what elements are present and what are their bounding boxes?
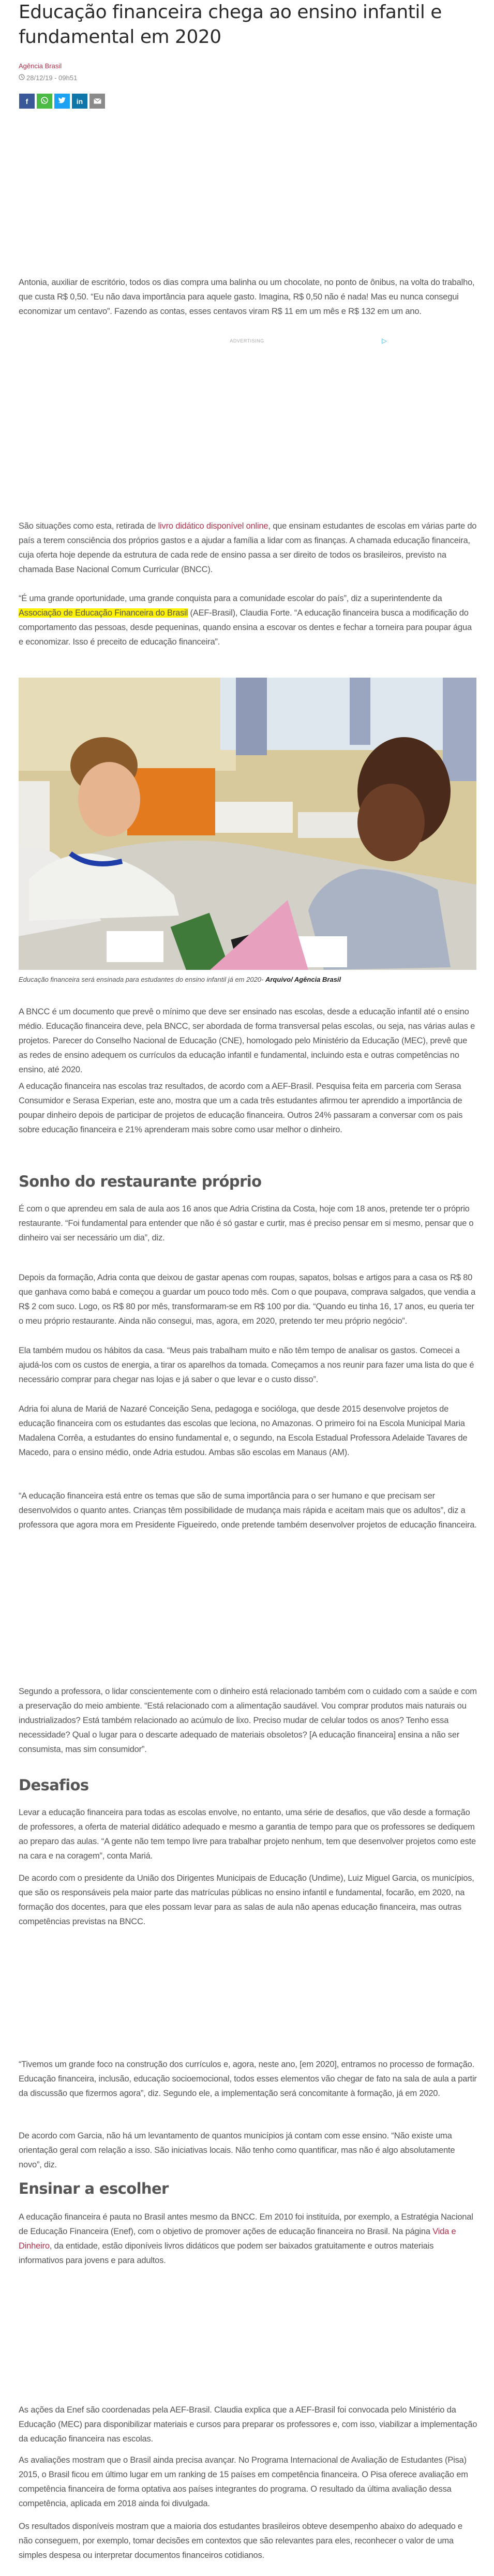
section-heading: Desafios bbox=[19, 1776, 89, 1794]
linkedin-icon: in bbox=[76, 97, 83, 106]
paragraph: Depois da formação, Adria conta que deixou de gastar apenas com roupas, sapatos, bolsas e artigos para a casa os R$ 80 que ganhava como babá e começou a guardar um pouco todo mês. Com o que poupava, comprava salgados, que vendia a R$ 2 com suco. Logo, os R$ 80 por mês, transformaram-se em R$ 100 por dia. “Quando eu tinha 16, 17 anos, eu queria ter o meu próprio restaurante. Ainda não consegui, mas, agora, em 2020, pretendo ter meu próprio negócio”. bbox=[19, 1273, 476, 1326]
paragraph bbox=[19, 2210, 478, 2268]
paragraph-text: , que ensinam estudantes de escolas em várias parte do país a terem consciência dos próprios gastos e a ajudar a família a lidar com as finanças. A chamada educação financeira, cuja oferta hoje depende da estrutura de cada rede de ensino passa a ser direito de todos os brasileiros, previsto na chamada Base Nacional Comum Curricular (BNCC). bbox=[19, 521, 477, 574]
paragraph: A educação financeira nas escolas traz resultados, de acordo com a AEF-Brasil. Pesquisa feita em parceria com Serasa Consumidor e Serasa Experian, este ano, mostra que um a cada três estudantes afirmou ter aprendido a importância de poupar dinheiro depois de participar de projetos de educação financeira. Outros 24% passaram a conversar com os pais sobre educação financeira e 21% aprenderam mais sobre como usar melhor o dinheiro. bbox=[19, 1082, 463, 1134]
paragraph-text: A educação financeira é pauta no Brasil antes mesmo da BNCC. Em 2010 foi instituída, por exemplo, a Estratégia Nacional de Educação Financeira (Enef), com o objetivo de promover ações de educação financeira no Brasil. Na página bbox=[19, 2212, 473, 2236]
paragraph-text: “É uma grande oportunidade, uma grande conquista para a comunidade escolar do país”, diz a superintendente da bbox=[19, 594, 442, 603]
paragraph: “A educação financeira está entre os temas que são de suma importância para o ser humano e que precisam ser desenvolvidos o quanto antes. Crianças têm possibilidade de mudança mais rápida e aceitam mais que os adultos”, diz a professora que agora mora em Presidente Figueiredo, onde pretende também desenvolver projetos de educação financeira. bbox=[19, 1491, 477, 1530]
photo-credit: Arquivo/ Agência Brasil bbox=[265, 976, 341, 983]
paragraph: É com o que aprendeu em sala de aula aos 16 anos que Adria Cristina da Costa, hoje com 18 anos, pretende ter o próprio restaurante. “Foi fundamental para entender que não é só gastar e curtir, mas é preciso pensar em si mesmo, pensar que o dinheiro vai ser necessário um dia”, diz. bbox=[19, 1204, 474, 1242]
advertising-label: ADVERTISING bbox=[230, 338, 264, 343]
share-twitter-button[interactable] bbox=[54, 94, 70, 109]
paragraph: As ações da Enef são coordenadas pela AEF-Brasil. Claudia explica que a AEF-Brasil foi convocada pelo Ministério da Educação (MEC) para disponibilizar materiais e cursos para preparar os professores e, com isso, viabilizar a implementação da educação financeira nas escolas. bbox=[19, 2405, 477, 2444]
twitter-icon bbox=[58, 97, 66, 106]
paragraph: Segundo a professora, o lidar conscientemente com o dinheiro está relacionado também com o cuidado com a saúde e com a preservação do meio ambiente. “Está relacionado com a alimentação saudável. Vou comprar produtos mais naturais ou industrializados? Está também relacionado ao acúmulo de lixo. Preciso mudar de celular todos os anos? Tenho essa necessidade? Qual o lugar para o descarte adequado de materiais obsoletos? [A educação financeira] ensina a não ser consumista, mas sim consumidor”. bbox=[19, 1687, 477, 1754]
textbook-link[interactable]: livro didático disponível online bbox=[158, 521, 268, 531]
paragraph: Adria foi aluna de Mariá de Nazaré Conceição Sena, pedagoga e socióloga, que desde 2015 desenvolve projetos de educação financeira com os estudantes das escolas que leciona, no Amazonas. O primeiro foi na Escola Municipal Maria Madalena Corrêa, a estudantes do ensino fundamental e, o segundo, na Escola Estadual Professora Adelaide Tavares de Macedo, para o ensino médio, onde Adria estudou. Ambas são escolas em Manaus (AM). bbox=[19, 1404, 468, 1457]
article-photo bbox=[19, 678, 476, 970]
article-datetime: 28/12/19 - 09h51 bbox=[26, 74, 78, 82]
article-source[interactable]: Agência Brasil bbox=[19, 62, 62, 70]
caption-text: Educação financeira será ensinada para estudantes do ensino infantil já em 2020- bbox=[19, 976, 265, 983]
paragraph-text: , da entidade, estão diponíveis livros didáticos que podem ser baixados gratuitamente e outros materiais informativos para jovens e para adultos. bbox=[19, 2241, 434, 2265]
paragraph: As avaliações mostram que o Brasil ainda precisa avançar. No Programa Internacional de Avaliação de Estudantes (Pisa) 2015, o Brasil ficou em último lugar em um ranking de 15 países em competência financeira. O Pisa oferece avaliação em competência financeira de forma optativa aos países integrantes do programa. O resultado da última avaliação dessa competência, aplicada em 2018 ainda foi divulgada. bbox=[19, 2455, 468, 2508]
share-linkedin-button[interactable] bbox=[72, 94, 87, 109]
facebook-icon: f bbox=[25, 97, 28, 106]
share-bar bbox=[19, 94, 105, 109]
paragraph-text: (AEF-Brasil), Claudia Forte. “A educação financeira busca a modificação do comportamento das pessoas, desde pequeninas, quando ensina a escovar os dentes e fechar a torneira para poupar água e economizar. Isso é preceito de educação financeira”. bbox=[19, 608, 472, 647]
article-date bbox=[19, 74, 77, 82]
paragraph-text: São situações como esta, retirada de bbox=[19, 521, 158, 531]
paragraph: Ela também mudou os hábitos da casa. “Meus pais trabalham muito e não têm tempo de analisar os gastos. Comecei a ajudá-los com os custos de energia, a tirar os aparelhos da tomada. Começamos a nos reunir para fazer uma lista do que é necessário comprar para chegar nas lojas e já saber o que levar e o custo disso”. bbox=[19, 1346, 474, 1384]
section-heading: Ensinar a escolher bbox=[19, 2180, 169, 2197]
paragraph: Levar a educação financeira para todas as escolas envolve, no entanto, uma série de desafios, que vão desde a formação de professores, a oferta de material didático adequado e mesmo a garantia de tempo para que os professores se dediquem ao preparo das aulas. “A gente não tem tempo livre para trabalhar projeto nenhum, tem que desenvolver projetos como este na cara e na coragem”, conta Mariá. bbox=[19, 1808, 476, 1861]
vida-e-dinheiro-link[interactable]: Vida e Dinheiro bbox=[19, 2227, 456, 2251]
paragraph: “Tivemos um grande foco na construção dos currículos e, agora, neste ano, [em 2020], entramos no processo de formação. Educação financeira, inclusão, educação socioemocional, todos esses elementos vão chegar de fato na sala de aula a partir da discussão que fizermos agora”, diz. Segundo ele, a implementação será concomitante à formação, já em 2020. bbox=[19, 2060, 477, 2098]
paragraph bbox=[19, 519, 478, 577]
adchoices-icon[interactable]: ▷ bbox=[382, 337, 387, 345]
clock-icon bbox=[19, 74, 25, 82]
photo-caption bbox=[19, 976, 341, 983]
paragraph: Antonia, auxiliar de escritório, todos os dias compra uma balinha ou um chocolate, no ponto de ônibus, na volta do trabalho, que custa R$ 0,50. “Eu não dava importância para aquele gasto. Imagina, R$ 0,50 não é nada! Mas eu nunca consegui economizar um centavo”. Fazendo as contas, esses centavos viram R$ 11 em um mês e R$ 132 em um ano. bbox=[19, 278, 475, 316]
highlighted-text: Associação de Educação Financeira do Brasil bbox=[19, 608, 188, 618]
paragraph: De acordo com Garcia, não há um levantamento de quantos municípios já contam com esse ensino. “Não existe uma orientação geral com relação a isso. São iniciativas locais. Não tenho como quantificar, mas não é algo absolutamente novo”, diz. bbox=[19, 2131, 455, 2169]
share-facebook-button[interactable] bbox=[19, 94, 35, 109]
article-title: Educação financeira chega ao ensino infantil e fundamental em 2020 bbox=[19, 2, 442, 48]
share-whatsapp-button[interactable] bbox=[37, 94, 52, 109]
section-heading: Sonho do restaurante próprio bbox=[19, 1173, 262, 1190]
paragraph: A BNCC é um documento que prevê o mínimo que deve ser ensinado nas escolas, desde a educação infantil até o ensino médio. Educação financeira deve, pela BNCC, ser abordada de forma transversal pelas escolas, ou seja, nas várias aulas e projetos. Parecer do Conselho Nacional de Educação (CNE), homologado pelo Ministério da Educação (MEC), prevê que as redes de ensino adequem os currículos da educação infantil e fundamental, incluindo esta e outras competências no ensino, até 2020. bbox=[19, 1007, 475, 1074]
email-icon bbox=[94, 97, 101, 106]
paragraph bbox=[19, 591, 478, 649]
paragraph: Os resultados disponíveis mostram que a maioria dos estudantes brasileiros obteve desempenho abaixo do adequado e não conseguem, por exemplo, tomar decisões em contextos que são relevantes para eles, reconhecer o valor de uma simples despesa ou interpretar documentos financeiros cotidianos. bbox=[19, 2522, 462, 2560]
share-email-button[interactable] bbox=[89, 94, 105, 109]
whatsapp-icon bbox=[40, 96, 49, 106]
paragraph: De acordo com o presidente da União dos Dirigentes Municipais de Educação (Undime), Luiz Miguel Garcia, os municípios, que são os responsáveis pela maior parte das matrículas públicas no ensino infantil e fundamental, focarão, em 2020, na formação dos docentes, para que eles possam levar para as salas de aula não apenas educação financeira, mas outras competências previstas na BNCC. bbox=[19, 1874, 474, 1926]
